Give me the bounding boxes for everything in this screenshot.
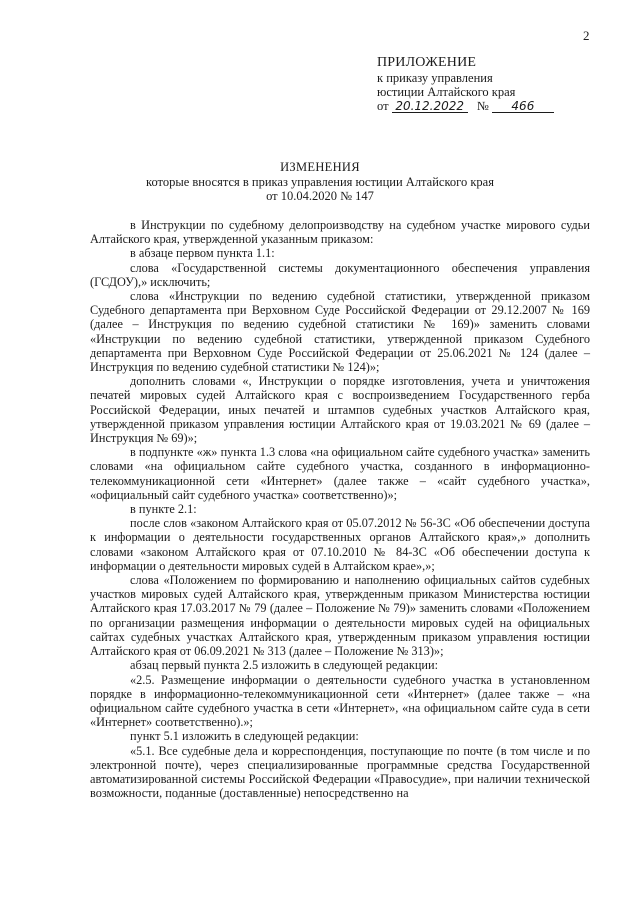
number-sign: № — [476, 99, 489, 113]
handwritten-number: 466 — [492, 100, 554, 113]
paragraph: пункт 5.1 изложить в следующей редакции: — [130, 729, 359, 744]
appendix-line-1: к приказу управления — [377, 71, 493, 85]
document-title: ИЗМЕНЕНИЯ — [280, 160, 360, 174]
paragraph: «5.1. Все судебные дела и корреспонденция, поступающие по почте (в том числе и по электронной почте), через специализированные программные средства Государственной автоматизированной системы Российской Федерации «Правосудие», при наличии технической возможности, поданные (доставленные) непосредственно на — [90, 743, 590, 801]
paragraph: в Инструкции по судебному делопроизводству на судебном участке мирового судьи Алтайского края, утвержденной указанным приказом: — [90, 218, 590, 247]
appendix-date-line — [377, 99, 554, 113]
paragraph: абзац первый пункта 2.5 изложить в следующей редакции: — [130, 658, 439, 673]
appendix-line-2: юстиции Алтайского края — [377, 85, 516, 99]
appendix-block — [377, 56, 554, 113]
paragraph: после слов «законом Алтайского края от 05.07.2012 № 56-ЗС «Об обеспечении доступа к информации о деятельности государственных органов Алтайского края»,» дополнить словами «законом Алтайского края от 07.10.2010 № 84-ЗС «Об обеспечении доступа к информации о деятельности мировых судей в Алтайском крае»,»; — [90, 516, 590, 573]
handwritten-date: 20.12.2022 — [392, 100, 468, 113]
heading-block — [0, 160, 640, 204]
page-number: 2 — [583, 28, 590, 43]
paragraph: слова «Государственной системы документационного обеспечения управления (ГСДОУ),» исключить; — [90, 260, 590, 289]
paragraph: в подпункте «ж» пункта 1.3 слова «на официальном сайте судебного участка» заменить словами «на официальном сайте судебного участка, созданного в информационно-телекоммуникационной сети «Интернет» (далее также – «сайт судебного участка», «официальный сайт судебного участка» соответственно)»; — [90, 445, 590, 502]
date-prefix: от — [377, 99, 389, 113]
paragraph: в пункте 2.1: — [130, 502, 197, 517]
paragraph: в абзаце первом пункта 1.1: — [130, 246, 275, 261]
paragraph: «2.5. Размещение информации о деятельности судебного участка в установленном порядке в информационно-телекоммуникационной сети «Интернет» (далее также – «на официальном сайте судебного участка в сети «Интернет», «на официальном сайте суда в сети «Интернет» соответственно).»; — [90, 672, 590, 730]
document-subtitle-date: от 10.04.2020 № 147 — [266, 189, 374, 204]
paragraph: дополнить словами «, Инструкции о порядке изготовления, учета и уничтожения печатей мировых судей Алтайского края с воспроизведением Государственного герба Российской Федерации, иных печатей и штампов судебных участков Алтайского края, утвержденной приказом управления юстиции Алтайского края от 19.03.2021 № 69 (далее – Инструкция № 69)»; — [90, 374, 590, 446]
paragraph: слова «Положением по формированию и наполнению официальных сайтов судебных участков мировых судей Алтайского края, утвержденным приказом Министерства юстиции Алтайского края 17.03.2017 № 79 (далее – Положение № 79)» заменить словами «Положением по организации размещения информации о деятельности мировых судей на официальных сайтах судебных участках Алтайского края, утвержденным приказом управления юстиции Алтайского края от 06.09.2021 № 313 (далее – Положение № 313)»; — [90, 573, 590, 659]
appendix-title: ПРИЛОЖЕНИЕ — [377, 55, 477, 70]
document-subtitle: которые вносятся в приказ управления юстиции Алтайского края — [146, 174, 494, 189]
document-body — [90, 218, 590, 800]
paragraph: слова «Инструкции по ведению судебной статистики, утвержденной приказом Судебного департамента при Верховном Суде Российской Федерации от 29.12.2007 № 169 (далее – Инструкция по ведению судебной статистики № 169)» заменить словами «Инструкции по ведению судебной статистики, утвержденной приказом Судебного департамента при Верховном Суде Российской Федерации от 25.06.2021 № 124 (далее – Инструкция по ведению судебной статистики № 124)»; — [90, 289, 590, 375]
